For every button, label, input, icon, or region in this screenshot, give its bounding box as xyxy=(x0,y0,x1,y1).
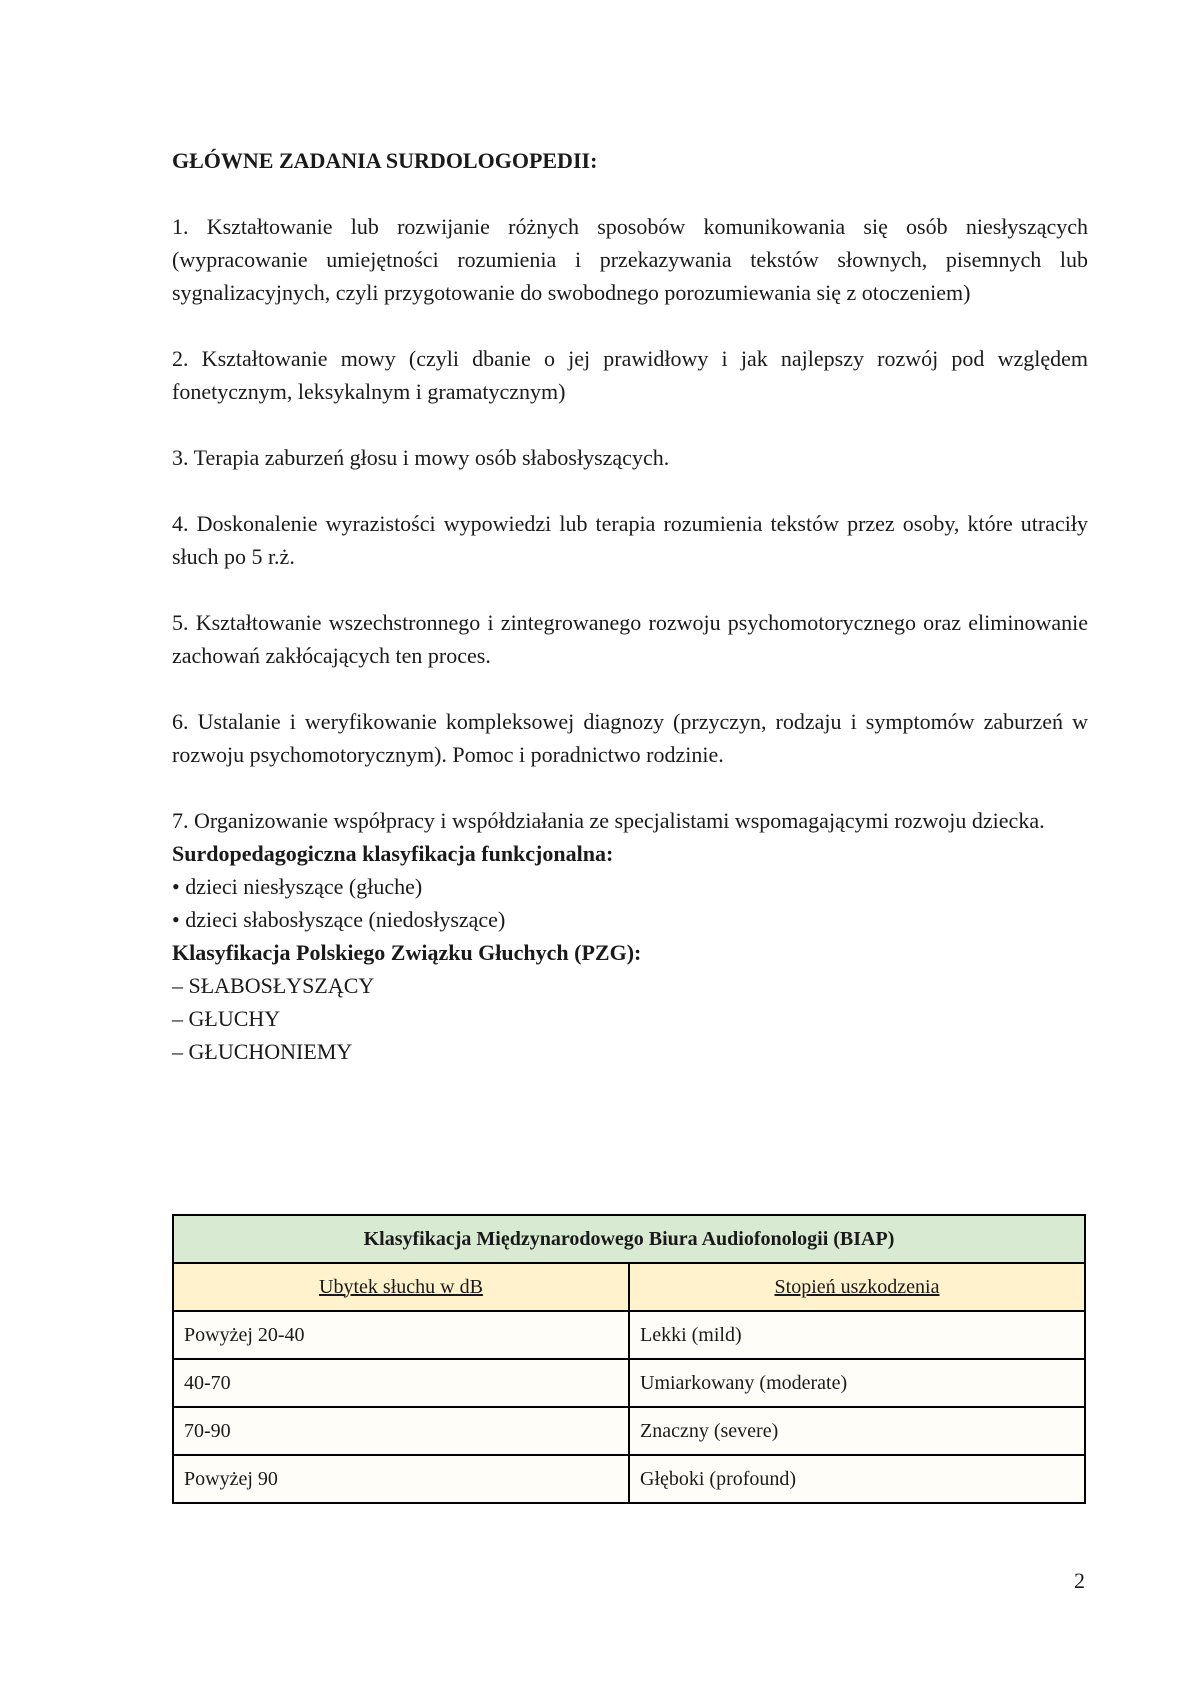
table-row xyxy=(173,1407,1085,1455)
biap-table-title: Klasyfikacja Międzynarodowego Biura Audiofonologii (BIAP) xyxy=(173,1215,1085,1263)
table-cell: Powyżej 90 xyxy=(173,1455,629,1503)
table-row xyxy=(173,1455,1085,1503)
task-1: 1. Kształtowanie lub rozwijanie różnych sposobów komunikowania się osób niesłyszących (wypracowanie umiejętności rozumienia i przekazywania tekstów słownych, pisemnych lub sygnalizacyjnych, czyli przygotowanie do swobodnego porozumiewania się z otoczeniem) xyxy=(172,214,1088,305)
table-cell: Umiarkowany (moderate) xyxy=(629,1359,1085,1407)
biap-table xyxy=(172,1214,1086,1504)
pzg-item: – GŁUCHY xyxy=(172,1006,281,1031)
table-cell: Głęboki (profound) xyxy=(629,1455,1085,1503)
task-6: 6. Ustalanie i weryfikowanie kompleksowej diagnozy (przyczyn, rodzaju i symptomów zaburzeń w rozwoju psychomotorycznym). Pomoc i poradnictwo rodzinie. xyxy=(172,709,1088,767)
pzg-item: – GŁUCHONIEMY xyxy=(172,1039,353,1064)
task-4: 4. Doskonalenie wyrazistości wypowiedzi lub terapia rozumienia tekstów przez osoby, które utraciły słuch po 5 r.ż. xyxy=(172,511,1088,569)
page-heading: GŁÓWNE ZADANIA SURDOLOGOPEDII: xyxy=(172,148,598,173)
table-row xyxy=(173,1311,1085,1359)
task-5: 5. Kształtowanie wszechstronnego i zintegrowanego rozwoju psychomotorycznego oraz eliminowanie zachowań zakłócających ten proces. xyxy=(172,610,1088,668)
pzg-classification-title: Klasyfikacja Polskiego Związku Głuchych (PZG): xyxy=(172,940,642,965)
functional-classification-title: Surdopedagogiczna klasyfikacja funkcjonalna: xyxy=(172,841,614,866)
task-7: 7. Organizowanie współpracy i współdziałania ze specjalistami wspomagającymi rozwoju dziecka. xyxy=(172,808,1045,833)
column-header-hearing-loss: Ubytek słuchu w dB xyxy=(173,1263,629,1311)
task-2: 2. Kształtowanie mowy (czyli dbanie o jej prawidłowy i jak najlepszy rozwój pod względem fonetycznym, leksykalnym i gramatycznym) xyxy=(172,346,1088,404)
functional-item: • dzieci słabosłyszące (niedosłyszące) xyxy=(172,907,506,932)
table-cell: 40-70 xyxy=(173,1359,629,1407)
pzg-item: – SŁABOSŁYSZĄCY xyxy=(172,973,375,998)
table-row xyxy=(173,1359,1085,1407)
functional-item: • dzieci niesłyszące (głuche) xyxy=(172,874,423,899)
column-header-degree: Stopień uszkodzenia xyxy=(629,1263,1085,1311)
table-cell: 70-90 xyxy=(173,1407,629,1455)
page-number: 2 xyxy=(1074,1568,1085,1593)
table-cell: Lekki (mild) xyxy=(629,1311,1085,1359)
table-cell: Znaczny (severe) xyxy=(629,1407,1085,1455)
document-body xyxy=(172,144,1088,1068)
task-3: 3. Terapia zaburzeń głosu i mowy osób słabosłyszących. xyxy=(172,445,670,470)
table-cell: Powyżej 20-40 xyxy=(173,1311,629,1359)
